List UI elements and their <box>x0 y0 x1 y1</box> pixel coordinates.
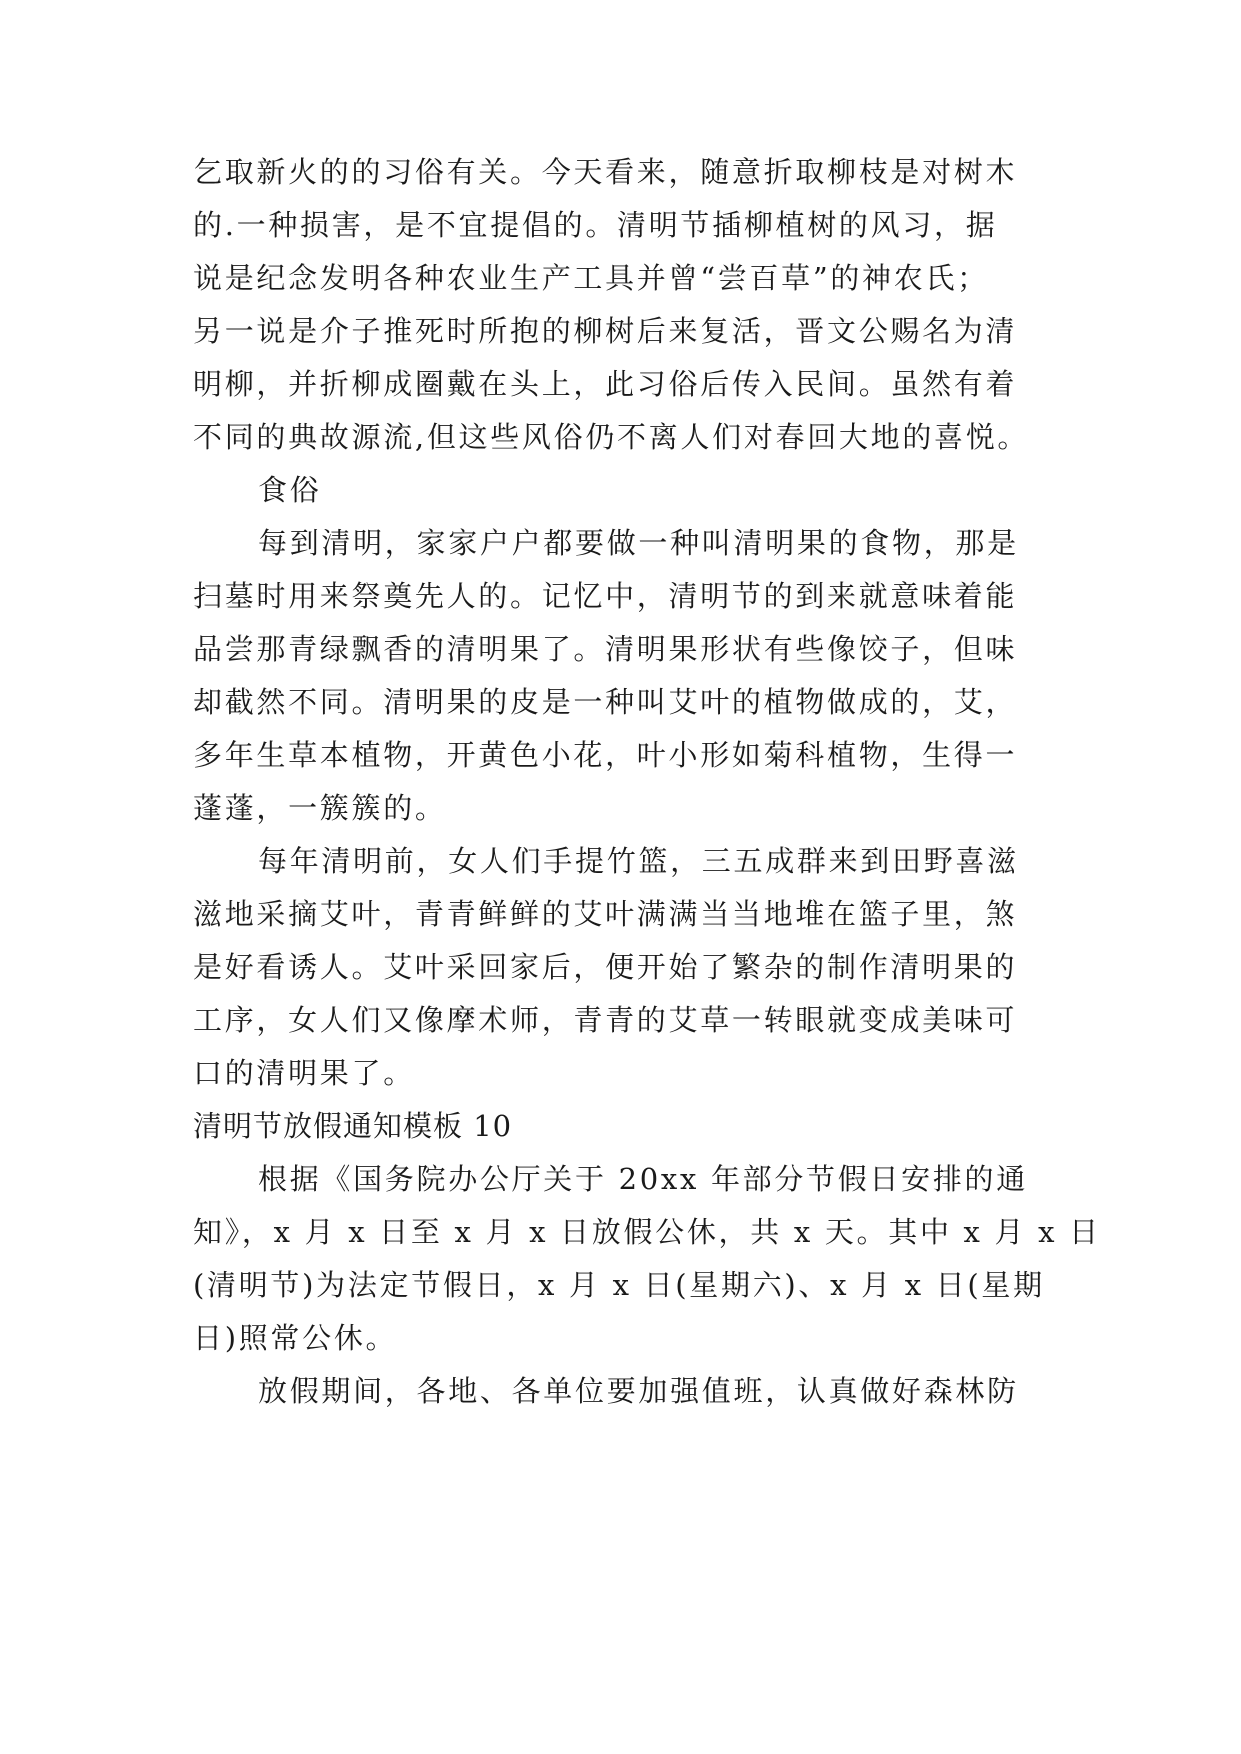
paragraph-line: 乞取新火的的习俗有关。今天看来，随意折取柳枝是对树木 <box>193 155 1018 189</box>
section-heading: 清明节放假通知模板 10 <box>193 1109 513 1143</box>
paragraph-line: 说是纪念发明各种农业生产工具并曾“尝百草”的神农氏； <box>193 261 989 295</box>
paragraph-line: 日)照常公休。 <box>193 1321 398 1355</box>
paragraph-line: 扫墓时用来祭奠先人的。记忆中，清明节的到来就意味着能 <box>193 579 1018 613</box>
paragraph-line: 多年生草本植物，开黄色小花，叶小形如菊科植物，生得一 <box>193 738 1018 772</box>
paragraph-line: 知》，x 月 x 日至 x 月 x 日放假公休，共 x 天。其中 x 月 x 日 <box>193 1215 1101 1249</box>
paragraph-line: (清明节)为法定节假日，x 月 x 日(星期六)、x 月 x 日(星期 <box>193 1268 1045 1302</box>
paragraph-line: 品尝那青绿飘香的清明果了。清明果形状有些像饺子，但味 <box>193 632 1018 666</box>
paragraph-line: 工序，女人们又像摩术师，青青的艾草一转眼就变成美味可 <box>193 1003 1018 1037</box>
paragraph-line: 另一说是介子推死时所抱的柳树后来复活，晋文公赐名为清 <box>193 314 1018 348</box>
section-subheading: 食俗 <box>258 473 322 507</box>
paragraph-line: 每年清明前，女人们手提竹篮，三五成群来到田野喜滋 <box>258 844 1019 878</box>
paragraph-line: 放假期间，各地、各单位要加强值班，认真做好森林防 <box>258 1374 1019 1408</box>
paragraph-line: 口的清明果了。 <box>193 1056 415 1090</box>
paragraph-line: 的.一种损害，是不宜提倡的。清明节插柳植树的风习，据 <box>193 208 998 242</box>
paragraph-line: 却截然不同。清明果的皮是一种叫艾叶的植物做成的，艾， <box>193 685 1018 719</box>
paragraph-line: 蓬蓬，一簇簇的。 <box>193 791 447 825</box>
paragraph-line: 明柳，并折柳成圈戴在头上，此习俗后传入民间。虽然有着 <box>193 367 1018 401</box>
paragraph-line: 根据《国务院办公厅关于 20xx 年部分节假日安排的通 <box>258 1162 1028 1196</box>
paragraph-line: 是好看诱人。艾叶采回家后，便开始了繁杂的制作清明果的 <box>193 950 1018 984</box>
paragraph-line: 不同的典故源流,但这些风俗仍不离人们对春回大地的喜悦。 <box>193 420 1030 454</box>
paragraph-line: 滋地采摘艾叶，青青鲜鲜的艾叶满满当当地堆在篮子里，煞 <box>193 897 1018 931</box>
paragraph-line: 每到清明，家家户户都要做一种叫清明果的食物，那是 <box>258 526 1019 560</box>
